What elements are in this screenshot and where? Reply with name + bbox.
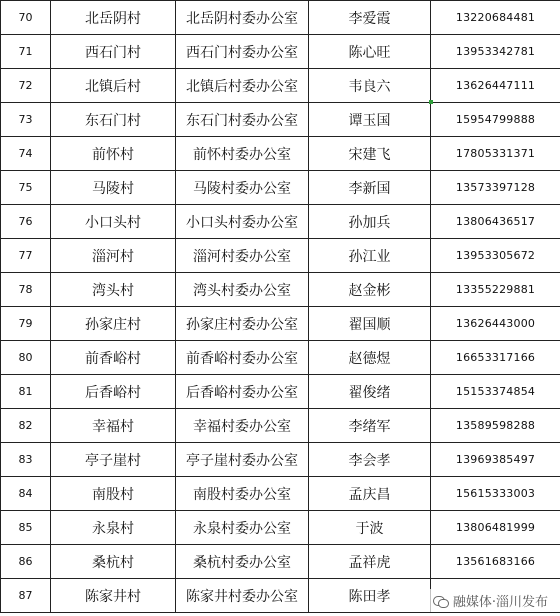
table-row bbox=[1, 137, 560, 171]
office-name-cell: 前香峪村委办公室 bbox=[176, 341, 309, 375]
watermark-text: 融媒体·淄川发布 bbox=[452, 595, 548, 610]
phone-number-cell: 13220684481 bbox=[431, 1, 560, 35]
contact-person-cell: 陈心旺 bbox=[309, 35, 431, 69]
phone-number-cell: 17805331371 bbox=[431, 137, 560, 171]
village-name-cell: 亭子崖村 bbox=[51, 443, 176, 477]
table-row bbox=[1, 409, 560, 443]
phone-number-cell: 15153374854 bbox=[431, 375, 560, 409]
row-number-cell: 85 bbox=[1, 511, 51, 545]
phone-number-cell: 13806481999 bbox=[431, 511, 560, 545]
village-name-cell: 北镇后村 bbox=[51, 69, 176, 103]
phone-number-cell: 13969385497 bbox=[431, 443, 560, 477]
table-row bbox=[1, 375, 560, 409]
row-number-cell: 84 bbox=[1, 477, 51, 511]
office-name-cell: 东石门村委办公室 bbox=[176, 103, 309, 137]
table-row bbox=[1, 239, 560, 273]
table-row bbox=[1, 443, 560, 477]
office-name-cell: 前怀村委办公室 bbox=[176, 137, 309, 171]
office-name-cell: 湾头村委办公室 bbox=[176, 273, 309, 307]
office-name-cell: 陈家井村委办公室 bbox=[176, 579, 309, 613]
row-number-cell: 80 bbox=[1, 341, 51, 375]
row-number-cell: 74 bbox=[1, 137, 51, 171]
contact-person-cell: 谭玉国 bbox=[309, 103, 431, 137]
table-row bbox=[1, 69, 560, 103]
phone-number-cell: 13626443000 bbox=[431, 307, 560, 341]
village-name-cell: 淄河村 bbox=[51, 239, 176, 273]
office-name-cell: 淄河村委办公室 bbox=[176, 239, 309, 273]
village-name-cell: 桑杭村 bbox=[51, 545, 176, 579]
phone-number-cell: 13953305672 bbox=[431, 239, 560, 273]
contact-person-cell: 赵德煜 bbox=[309, 341, 431, 375]
table-row bbox=[1, 307, 560, 341]
contact-person-cell: 孙江业 bbox=[309, 239, 431, 273]
office-name-cell: 后香峪村委办公室 bbox=[176, 375, 309, 409]
contact-person-cell: 翟国顺 bbox=[309, 307, 431, 341]
office-name-cell: 亭子崖村委办公室 bbox=[176, 443, 309, 477]
watermark bbox=[427, 589, 554, 612]
contact-person-cell: 李会孝 bbox=[309, 443, 431, 477]
office-name-cell: 南股村委办公室 bbox=[176, 477, 309, 511]
contact-person-cell: 孙加兵 bbox=[309, 205, 431, 239]
table-row bbox=[1, 341, 560, 375]
contact-person-cell: 李爱霞 bbox=[309, 1, 431, 35]
phone-number-cell: 13573397128 bbox=[431, 171, 560, 205]
phone-number-cell: 13626447111 bbox=[431, 69, 560, 103]
row-number-cell: 76 bbox=[1, 205, 51, 239]
row-number-cell: 73 bbox=[1, 103, 51, 137]
phone-number-cell: 15615333003 bbox=[431, 477, 560, 511]
village-name-cell: 后香峪村 bbox=[51, 375, 176, 409]
contact-person-cell: 宋建飞 bbox=[309, 137, 431, 171]
row-number-cell: 70 bbox=[1, 1, 51, 35]
office-name-cell: 永泉村委办公室 bbox=[176, 511, 309, 545]
office-name-cell: 北岳阴村委办公室 bbox=[176, 1, 309, 35]
village-name-cell: 前香峪村 bbox=[51, 341, 176, 375]
row-number-cell: 72 bbox=[1, 69, 51, 103]
village-name-cell: 前怀村 bbox=[51, 137, 176, 171]
office-name-cell: 孙家庄村委办公室 bbox=[176, 307, 309, 341]
office-name-cell: 马陵村委办公室 bbox=[176, 171, 309, 205]
village-name-cell: 幸福村 bbox=[51, 409, 176, 443]
contact-person-cell: 翟俊绪 bbox=[309, 375, 431, 409]
village-name-cell: 南股村 bbox=[51, 477, 176, 511]
contact-person-cell: 李绪军 bbox=[309, 409, 431, 443]
village-name-cell: 小口头村 bbox=[51, 205, 176, 239]
table-row bbox=[1, 1, 560, 35]
phone-number-cell: 13806436517 bbox=[431, 205, 560, 239]
row-number-cell: 86 bbox=[1, 545, 51, 579]
phone-number-cell: 16653317166 bbox=[431, 341, 560, 375]
office-name-cell: 小口头村委办公室 bbox=[176, 205, 309, 239]
phone-number-cell: 13589598288 bbox=[431, 409, 560, 443]
row-number-cell: 81 bbox=[1, 375, 51, 409]
wechat-icon bbox=[433, 594, 449, 608]
village-name-cell: 永泉村 bbox=[51, 511, 176, 545]
row-number-cell: 77 bbox=[1, 239, 51, 273]
row-number-cell: 83 bbox=[1, 443, 51, 477]
table-row bbox=[1, 511, 560, 545]
table-row bbox=[1, 35, 560, 69]
office-name-cell: 幸福村委办公室 bbox=[176, 409, 309, 443]
contact-person-cell: 于波 bbox=[309, 511, 431, 545]
phone-number-cell: 13953342781 bbox=[431, 35, 560, 69]
table-row bbox=[1, 205, 560, 239]
row-number-cell: 79 bbox=[1, 307, 51, 341]
village-name-cell: 马陵村 bbox=[51, 171, 176, 205]
row-number-cell: 78 bbox=[1, 273, 51, 307]
office-name-cell: 桑杭村委办公室 bbox=[176, 545, 309, 579]
contact-person-cell: 李新国 bbox=[309, 171, 431, 205]
village-name-cell: 孙家庄村 bbox=[51, 307, 176, 341]
contact-person-cell: 陈田孝 bbox=[309, 579, 431, 613]
office-name-cell: 西石门村委办公室 bbox=[176, 35, 309, 69]
phone-number-cell: 13561683166 bbox=[431, 545, 560, 579]
village-name-cell: 陈家井村 bbox=[51, 579, 176, 613]
phone-number-cell: 15954799888 bbox=[431, 103, 560, 137]
office-name-cell: 北镇后村委办公室 bbox=[176, 69, 309, 103]
row-number-cell: 75 bbox=[1, 171, 51, 205]
contact-person-cell: 赵金彬 bbox=[309, 273, 431, 307]
cell-marker bbox=[429, 100, 433, 104]
village-name-cell: 湾头村 bbox=[51, 273, 176, 307]
table-row bbox=[1, 477, 560, 511]
table-row bbox=[1, 103, 560, 137]
table-body bbox=[1, 1, 560, 613]
row-number-cell: 82 bbox=[1, 409, 51, 443]
contact-person-cell: 孟祥虎 bbox=[309, 545, 431, 579]
village-name-cell: 西石门村 bbox=[51, 35, 176, 69]
table-row bbox=[1, 273, 560, 307]
table-row bbox=[1, 545, 560, 579]
contact-person-cell: 韦良六 bbox=[309, 69, 431, 103]
row-number-cell: 71 bbox=[1, 35, 51, 69]
village-name-cell: 北岳阴村 bbox=[51, 1, 176, 35]
contact-person-cell: 孟庆昌 bbox=[309, 477, 431, 511]
village-name-cell: 东石门村 bbox=[51, 103, 176, 137]
table-row bbox=[1, 171, 560, 205]
phone-number-cell: 13355229881 bbox=[431, 273, 560, 307]
row-number-cell: 87 bbox=[1, 579, 51, 613]
